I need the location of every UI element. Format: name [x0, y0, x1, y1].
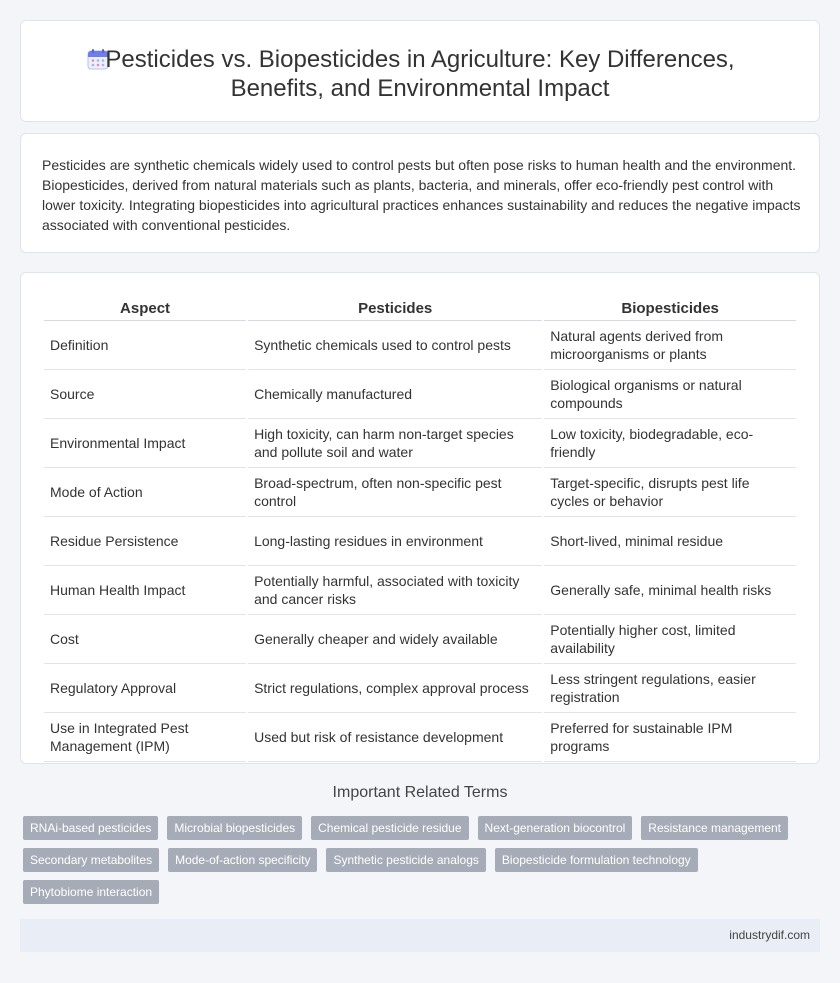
comparison-table-card	[20, 272, 820, 764]
related-term-tag[interactable]: Microbial biopesticides	[167, 816, 302, 840]
table-cell: Synthetic chemicals used to control pests	[248, 321, 542, 370]
table-cell: Mode of Action	[44, 468, 246, 517]
related-term-tag[interactable]: Secondary metabolites	[23, 848, 159, 872]
related-term-tag[interactable]: Next-generation biocontrol	[478, 816, 633, 840]
table-cell: Short-lived, minimal residue	[544, 517, 796, 566]
table-cell: Potentially harmful, associated with toxicity and cancer risks	[248, 566, 542, 615]
related-terms-title: Important Related Terms	[332, 784, 508, 801]
footer-site-link[interactable]: industrydif.com	[729, 928, 810, 942]
related-term-tag[interactable]: Phytobiome interaction	[23, 880, 159, 904]
footer	[20, 919, 820, 952]
table-cell: Generally cheaper and widely available	[248, 615, 542, 664]
table-row	[44, 615, 796, 664]
related-term-tag[interactable]: Synthetic pesticide analogs	[326, 848, 485, 872]
related-terms-list	[23, 816, 803, 912]
table-row	[44, 370, 796, 419]
related-term-tag[interactable]: Chemical pesticide residue	[311, 816, 468, 840]
table-cell: Residue Persistence	[44, 517, 246, 566]
table-cell: Low toxicity, biodegradable, eco-friendly	[544, 419, 796, 468]
table-cell: Broad-spectrum, often non-specific pest control	[248, 468, 542, 517]
table-cell: High toxicity, can harm non-target species and pollute soil and water	[248, 419, 542, 468]
column-header-biopesticides: Biopesticides	[544, 291, 796, 321]
table-cell: Environmental Impact	[44, 419, 246, 468]
table-cell: Source	[44, 370, 246, 419]
page-title-line1: Pesticides vs. Biopesticides in Agriculture: Key Differences,	[105, 46, 735, 73]
table-cell: Chemically manufactured	[248, 370, 542, 419]
table-cell: Use in Integrated Pest Management (IPM)	[44, 713, 246, 762]
table-cell: Generally safe, minimal health risks	[544, 566, 796, 615]
table-cell: Target-specific, disrupts pest life cycles or behavior	[544, 468, 796, 517]
related-term-tag[interactable]: RNAi-based pesticides	[23, 816, 158, 840]
column-header-pesticides: Pesticides	[248, 291, 542, 321]
table-row	[44, 468, 796, 517]
intro-card	[20, 133, 820, 253]
page-title-line2: Benefits, and Environmental Impact	[230, 75, 610, 102]
related-term-tag[interactable]: Mode-of-action specificity	[168, 848, 317, 872]
table-cell: Definition	[44, 321, 246, 370]
table-row	[44, 321, 796, 370]
related-term-tag[interactable]: Resistance management	[641, 816, 788, 840]
table-cell: Regulatory Approval	[44, 664, 246, 713]
table-cell: Cost	[44, 615, 246, 664]
table-cell: Potentially higher cost, limited availability	[544, 615, 796, 664]
page-title	[21, 45, 819, 103]
table-cell: Less stringent regulations, easier registration	[544, 664, 796, 713]
header-card	[20, 20, 820, 122]
table-cell: Preferred for sustainable IPM programs	[544, 713, 796, 762]
table-cell: Strict regulations, complex approval process	[248, 664, 542, 713]
table-cell: Used but risk of resistance development	[248, 713, 542, 762]
table-row	[44, 517, 796, 566]
table-row	[44, 713, 796, 762]
table-row	[44, 419, 796, 468]
column-header-aspect: Aspect	[44, 291, 246, 321]
table-row	[44, 566, 796, 615]
comparison-table	[42, 291, 798, 762]
table-cell: Natural agents derived from microorganisms or plants	[544, 321, 796, 370]
table-cell: Human Health Impact	[44, 566, 246, 615]
table-row	[44, 664, 796, 713]
related-term-tag[interactable]: Biopesticide formulation technology	[495, 848, 698, 872]
table-header-row	[44, 291, 796, 321]
table-cell: Biological organisms or natural compounds	[544, 370, 796, 419]
table-cell: Long-lasting residues in environment	[248, 517, 542, 566]
intro-paragraph: Pesticides are synthetic chemicals widely used to control pests but often pose risks to human health and the environment. Biopesticides, derived from natural materials such as plants, bacteria, and minerals, offer eco-friendly pest control with lower toxicity. Integrating biopesticides into agricultural practices enhances sustainability and reduces the negative impacts associated with conventional pesticides.	[42, 157, 801, 233]
